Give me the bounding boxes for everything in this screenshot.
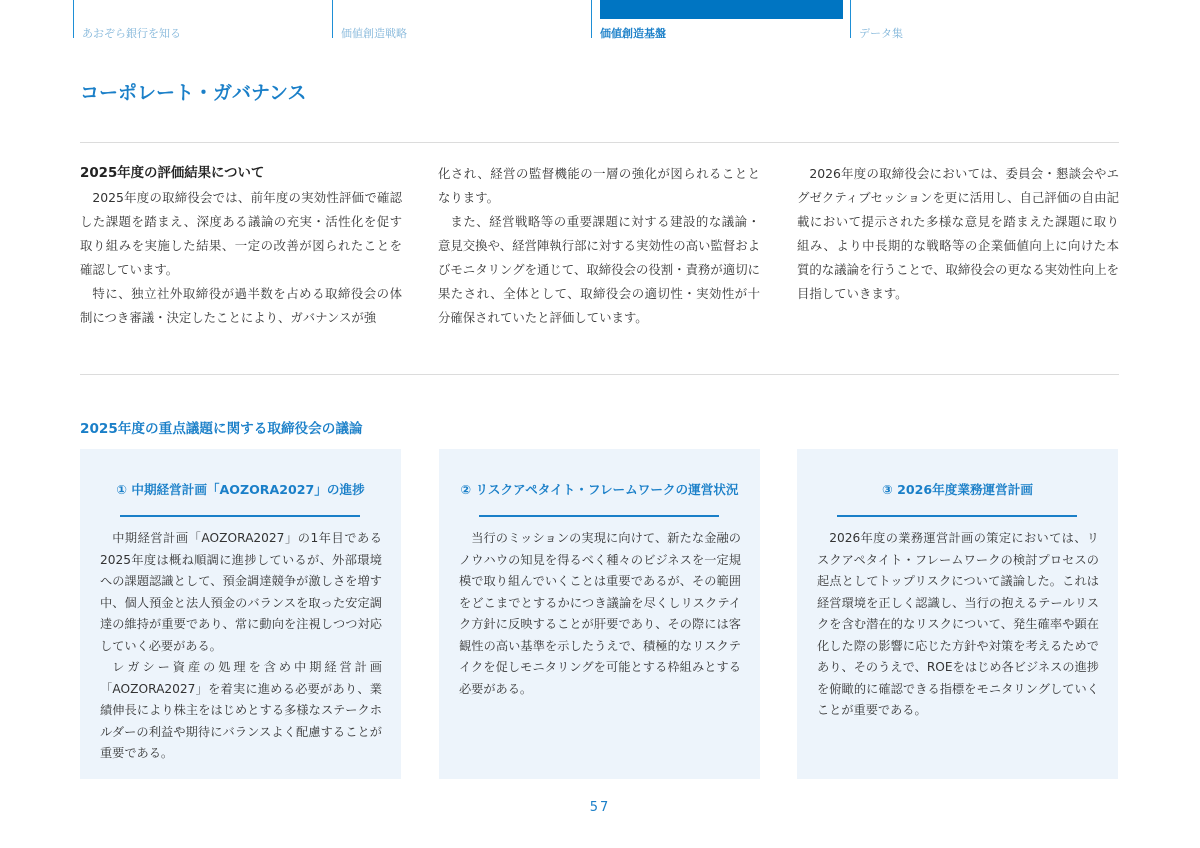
paragraph: 2026年度の取締役会においては、委員会・懇談会やエグゼクティブセッションを更に活用し、自己評価の自由記載において提示された多様な意見を踏まえた課題に取り組み、より中長期的な戦略等の企業価値向上に向けた本質的な議論を行うことで、取締役会の更なる実効性向上を目指していきます。 [797, 166, 1119, 301]
agenda-box-body [100, 528, 382, 765]
box-divider [837, 515, 1077, 517]
nav-tab-strategy[interactable] [332, 0, 591, 38]
nav-tab-foundation[interactable] [591, 0, 850, 38]
agenda-box-title: ② リスクアペタイト・フレームワークの運営状況 [460, 482, 739, 497]
nav-tab-label: あおぞら銀行を知る [82, 27, 181, 40]
agenda-box-2 [439, 449, 760, 779]
divider [80, 374, 1119, 375]
box-divider [479, 515, 719, 517]
agenda-box-body [817, 528, 1099, 722]
nav-tab-about[interactable] [73, 0, 332, 38]
paragraph: 中期経営計画「AOZORA2027」の1年目である2025年度は概ね順調に進捗しているが、外部環境への課題認識として、預金調達競争が激しさを増す中、個人預金と法人預金のバランスを取った安定調達の維持が重要であり、常に動向を注視しつつ対応していく必要がある。 [100, 531, 382, 653]
nav-tab-data[interactable] [850, 0, 1109, 38]
nav-tab-label: 価値創造基盤 [600, 27, 666, 40]
agenda-box-1 [80, 449, 401, 779]
agenda-box-body [459, 528, 741, 700]
paragraph: 化され、経営の監督機能の一層の強化が図られることとなります。 [438, 166, 760, 205]
agenda-box-3 [797, 449, 1118, 779]
evaluation-column-2 [438, 162, 760, 330]
evaluation-heading: 2025年度の評価結果について [80, 166, 265, 181]
page-number: 57 [589, 800, 611, 815]
evaluation-column-1 [80, 162, 402, 330]
nav-tab-label: 価値創造戦略 [341, 27, 407, 40]
paragraph: 特に、独立社外取締役が過半数を占める取締役会の体制につき審議・決定したことにより、ガバナンスが強 [80, 286, 402, 325]
box-divider [120, 515, 360, 517]
active-tab-indicator [600, 0, 843, 19]
agenda-title: 2025年度の重点議題に関する取締役会の議論 [80, 421, 363, 437]
paragraph: 当行のミッションの実現に向けて、新たな金融のノウハウの知見を得るべく種々のビジネスを一定規模で取り組んでいくことは重要であるが、その範囲をどこまでとするかにつき議論を尽くしリスクテイク方針に反映することが肝要であり、その際には客観性の高い基準を示したうえで、積極的なリスクテイクを促しモニタリングを可能とする枠組みとする必要がある。 [459, 531, 741, 696]
paragraph: レガシー資産の処理を含め中期経営計画「AOZORA2027」を着実に進める必要があり、業績伸長により株主をはじめとする多様なステークホルダーの利益や期待にバランスよく配慮することが重要である。 [100, 660, 382, 760]
divider [80, 142, 1119, 143]
paragraph: 2025年度の取締役会では、前年度の実効性評価で確認した課題を踏まえ、深度ある議論の充実・活性化を促す取り組みを実施した結果、一定の改善が図られたことを確認しています。 [80, 190, 402, 277]
evaluation-column-3 [797, 162, 1119, 306]
paragraph: 2026年度の業務運営計画の策定においては、リスクアペタイト・フレームワークの検討プロセスの起点としてトップリスクについて議論した。これは経営環境を正しく認識し、当行の抱えるテールリスクを含む潜在的なリスクについて、発生確率や顕在化した際の影響に応じた方針や対策を考えるためであり、そのうえで、ROEをはじめ各ビジネスの進捗を俯瞰的に確認できる指標をモニタリングしていくことが重要である。 [817, 531, 1099, 717]
section-title: コーポレート・ガバナンス [80, 82, 307, 104]
agenda-box-title: ③ 2026年度業務運営計画 [882, 482, 1033, 497]
nav-tab-label: データ集 [859, 27, 903, 40]
paragraph: また、経営戦略等の重要課題に対する建設的な議論・意見交換や、経営陣執行部に対する実効性の高い監督およびモニタリングを通じて、取締役会の役割・責務が適切に果たされ、全体として、取締役会の適切性・実効性が十分確保されていたと評価しています。 [438, 214, 760, 325]
agenda-box-title: ① 中期経営計画「AOZORA2027」の進捗 [116, 482, 365, 497]
